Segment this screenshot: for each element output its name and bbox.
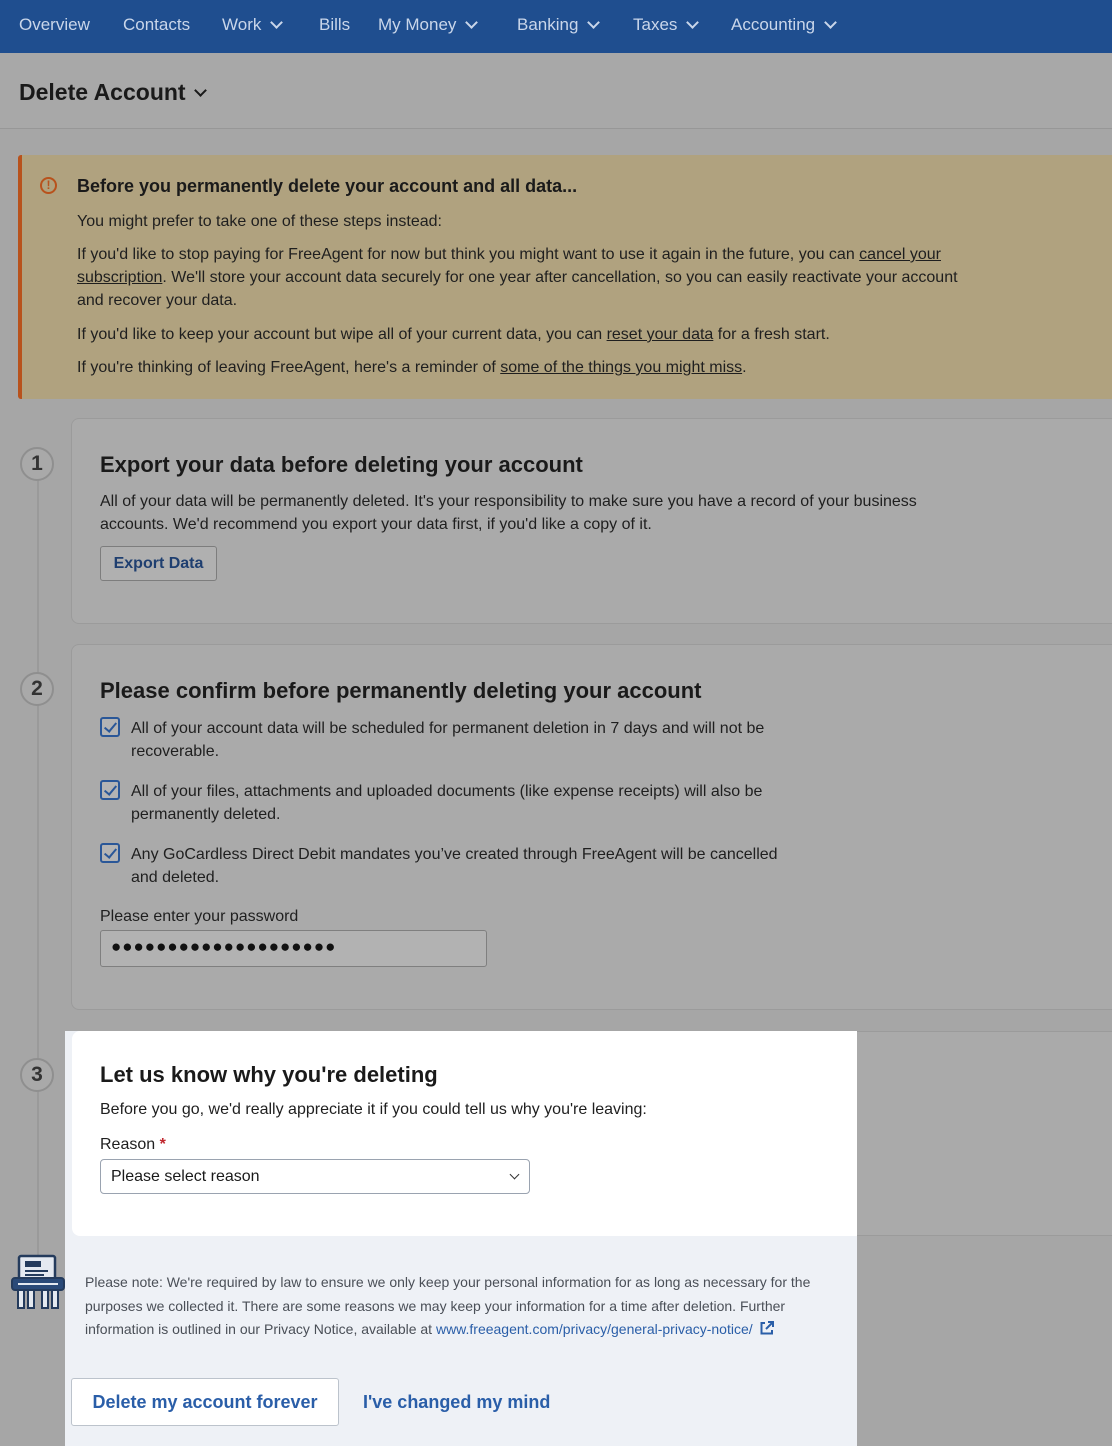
warning-icon: !: [40, 177, 57, 194]
top-nav: [0, 0, 1112, 53]
reason-intro: Before you go, we'd really appreciate it if you could tell us why you're leaving:: [100, 1101, 647, 1118]
nav-bills[interactable]: Bills: [319, 15, 351, 34]
step-number-1: 1: [20, 447, 54, 481]
reason-select[interactable]: Please select reason: [100, 1159, 530, 1194]
warning-miss-paragraph: If you're thinking of leaving FreeAgent, here's a reminder of some of the things you might miss.: [77, 359, 747, 376]
export-data-button[interactable]: Export Data: [100, 546, 217, 581]
export-data-card: [71, 418, 1112, 624]
page-header: [0, 53, 1112, 129]
reset-data-link[interactable]: reset your data: [606, 326, 714, 343]
privacy-note: Please note: We're required by law to ensure we only keep your personal information for as long as necessary for the purposes we collected it. There are some reasons we may keep your information for a time after deletion. Further information is outlined in our Privacy Notice, available at www.freeagent.com/privacy/general-privacy-notice/: [85, 1274, 811, 1337]
check-label: All of your files, attachments and uploaded documents (like expense receipts) will also be permanently deleted.: [131, 783, 763, 823]
nav-my-money[interactable]: My Money: [378, 15, 476, 35]
check-label: All of your account data will be scheduled for permanent deletion in 7 days and will not be recoverable.: [131, 720, 765, 760]
mandates-deletion-checkbox[interactable]: [100, 843, 120, 863]
export-description: All of your data will be permanently deleted. It's your responsibility to make sure you have a record of your business accounts. We'd recommend you export your data first, if you'd like a copy of it.: [100, 493, 917, 533]
nav-contacts[interactable]: Contacts: [123, 15, 191, 34]
password-input[interactable]: ●●●●●●●●●●●●●●●●●●●●: [100, 930, 487, 967]
shredder-icon: [10, 1254, 66, 1310]
warning-intro: You might prefer to take one of these steps instead:: [77, 213, 442, 230]
data-deletion-checkbox[interactable]: [100, 717, 120, 737]
step-number-3: 3: [20, 1058, 54, 1092]
confirm-delete-card: [71, 644, 1112, 1010]
changed-mind-link[interactable]: I've changed my mind: [363, 1392, 551, 1412]
page-title-dropdown[interactable]: Delete Account: [19, 79, 205, 106]
nav-overview[interactable]: Overview: [19, 15, 90, 34]
warning-banner: [18, 155, 1112, 399]
chevron-down-icon: [194, 84, 207, 97]
dimmed-card-edge: [857, 1031, 1112, 1236]
warning-reset-paragraph: If you'd like to keep your account but wipe all of your current data, you can reset your data for a fresh start.: [77, 326, 830, 343]
confirm-title: Please confirm before permanently deleting your account: [100, 678, 702, 703]
reason-card: [72, 1031, 857, 1236]
step-number-2: 2: [20, 672, 54, 706]
check-label: Any GoCardless Direct Debit mandates you’ve created through FreeAgent will be cancelled and deleted.: [131, 846, 778, 886]
password-label: Please enter your password: [100, 908, 299, 925]
steps-timeline: [37, 480, 39, 1280]
required-asterisk: *: [159, 1136, 166, 1153]
reason-label: Reason *: [100, 1136, 166, 1153]
nav-work[interactable]: Work: [222, 15, 281, 35]
export-title: Export your data before deleting your account: [100, 452, 583, 477]
delete-account-button[interactable]: Delete my account forever: [71, 1378, 339, 1426]
chevron-down-icon: [824, 16, 837, 29]
files-deletion-checkbox[interactable]: [100, 780, 120, 800]
warning-title: Before you permanently delete your account and all data...: [77, 176, 578, 196]
external-link-icon: [759, 1320, 775, 1336]
chevron-down-icon: [588, 16, 601, 29]
chevron-down-icon: [687, 16, 700, 29]
chevron-down-icon: [466, 16, 479, 29]
warning-cancel-paragraph: If you'd like to stop paying for FreeAgent for now but think you might want to use it again in the future, you can cancel your subscription. We'll store your account data securely for one year after cancellation, so you can easily reactivate your account and recover your data.: [77, 246, 958, 309]
things-you-might-miss-link[interactable]: some of the things you might miss: [500, 359, 743, 376]
nav-banking[interactable]: Banking: [517, 15, 598, 35]
nav-taxes[interactable]: Taxes: [633, 15, 697, 35]
chevron-down-icon: [510, 1170, 520, 1180]
cancel-subscription-link[interactable]: cancel your subscription: [77, 246, 941, 286]
reason-title: Let us know why you're deleting: [100, 1062, 438, 1087]
nav-accounting[interactable]: Accounting: [731, 15, 835, 35]
chevron-down-icon: [270, 16, 283, 29]
privacy-notice-link[interactable]: www.freeagent.com/privacy/general-privacy-notice/: [435, 1321, 753, 1337]
